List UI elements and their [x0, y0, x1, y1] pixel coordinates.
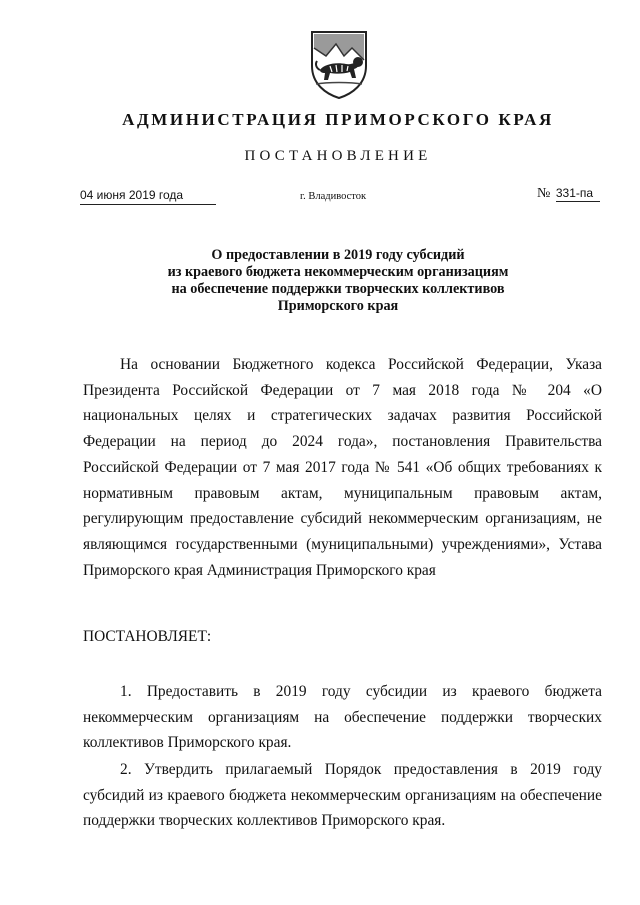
title-line: Приморского края: [277, 298, 399, 314]
item-1-paragraph: 1. Предоставить в 2019 году субсидии из краевого бюджета некоммерческим организациям на обеспечение поддержки творческих коллективов Приморского края.: [83, 683, 602, 752]
preamble-paragraph: На основании Бюджетного кодекса Российской Федерации, Указа Президента Российской Федерации от 7 мая 2018 года № 204 «О национальных целях и стратегических задачах развития Российской Федерации на период до 2024 года», постановления Правительства Российской Федерации от 7 мая 2017 года № 541 «Об общих требованиях к нормативным правовым актам, муниципальным правовым актам, регулирующим предоставление субсидий некоммерческим организациям, не являющимся государственными (муниципальными) учреждениями», Устава Приморского края Администрация Приморского края: [83, 356, 602, 579]
item-2-paragraph: 2. Утвердить прилагаемый Порядок предоставления в 2019 году субсидий из краевого бюджета некоммерческим организациям на обеспечение поддержки творческих коллективов Приморского края.: [83, 761, 602, 830]
title-line: из краевого бюджета некоммерческим организациям: [167, 264, 509, 280]
document-city: г. Владивосток: [300, 191, 367, 202]
title-line: О предоставлении в 2019 году субсидий: [211, 247, 465, 263]
document-type: ПОСТАНОВЛЕНИЕ: [244, 148, 432, 164]
resolves-heading: ПОСТАНОВЛЯЕТ:: [83, 628, 212, 645]
organization-name: АДМИНИСТРАЦИЯ ПРИМОРСКОГО КРАЯ: [122, 110, 554, 129]
document-date: 04 июня 2019 года: [80, 188, 216, 205]
number-sign: №: [537, 186, 551, 201]
document-title: [0, 247, 640, 315]
title-line: на обеспечение поддержки творческих коллективов: [171, 281, 505, 297]
coat-of-arms-icon: [306, 26, 372, 100]
document-number: [537, 186, 600, 202]
number-value: 331-па: [556, 186, 600, 202]
